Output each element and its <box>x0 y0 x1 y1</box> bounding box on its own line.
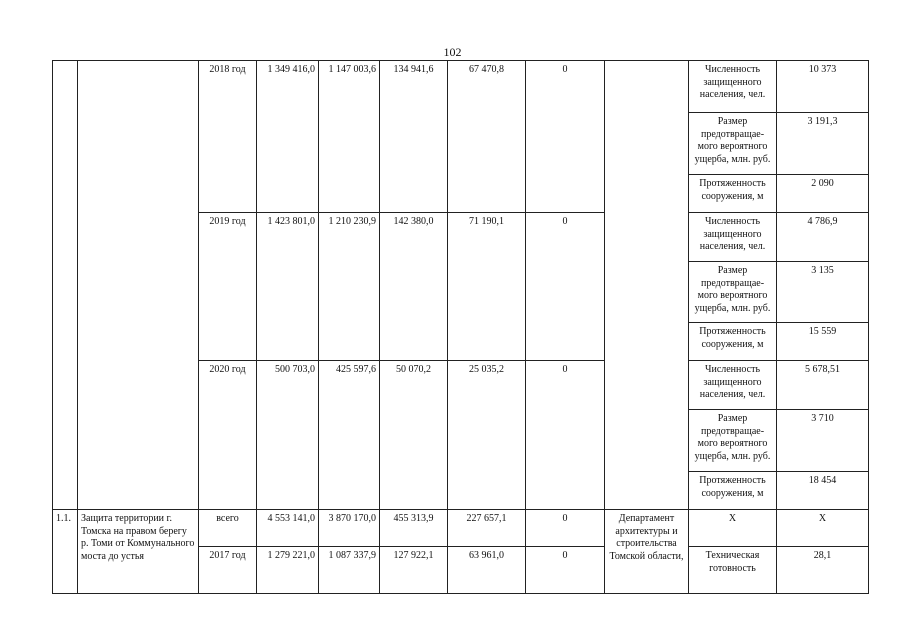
indicator-name: Размер предотвращае-мого вероятного ущерба, млн. руб. <box>689 410 777 472</box>
year-cell: 2019 год <box>199 213 257 361</box>
table-row <box>53 510 869 547</box>
extra-cell: 0 <box>526 547 605 594</box>
event-name-cell <box>78 61 199 510</box>
indicator-value: 2 090 <box>777 175 869 213</box>
executor-cell <box>605 61 689 510</box>
extra-cell: 0 <box>526 61 605 213</box>
federal-cell: 1 087 337,9 <box>319 547 380 594</box>
event-name-cell: Защита территории г. Томска на правом берегу р. Томи от Коммунального моста до устья <box>78 510 199 594</box>
local-cell: 227 657,1 <box>448 510 526 547</box>
indicator-value: 15 559 <box>777 323 869 361</box>
federal-cell: 3 870 170,0 <box>319 510 380 547</box>
indicator-value: 3 191,3 <box>777 113 869 175</box>
indicator-value: 10 373 <box>777 61 869 113</box>
regional-cell: 142 380,0 <box>380 213 448 361</box>
indicator-value: Х <box>777 510 869 547</box>
federal-cell: 1 210 230,9 <box>319 213 380 361</box>
indicator-name: Протяженность сооружения, м <box>689 472 777 510</box>
indicator-name: Размер предотвращае-мого вероятного ущерба, млн. руб. <box>689 262 777 323</box>
local-cell: 25 035,2 <box>448 361 526 510</box>
row-number-cell <box>53 61 78 510</box>
total-cell: 1 279 221,0 <box>257 547 319 594</box>
executor-cell: Департамент архитектуры и строительства Томской области, <box>605 510 689 594</box>
table-row <box>53 61 869 113</box>
row-number-cell: 1.1. <box>53 510 78 594</box>
extra-cell: 0 <box>526 510 605 547</box>
program-table <box>52 60 869 594</box>
total-cell: 4 553 141,0 <box>257 510 319 547</box>
page-number: 102 <box>443 45 462 59</box>
total-cell: 1 423 801,0 <box>257 213 319 361</box>
regional-cell: 50 070,2 <box>380 361 448 510</box>
regional-cell: 134 941,6 <box>380 61 448 213</box>
indicator-value: 3 710 <box>777 410 869 472</box>
indicator-value: 18 454 <box>777 472 869 510</box>
federal-cell: 1 147 003,6 <box>319 61 380 213</box>
local-cell: 71 190,1 <box>448 213 526 361</box>
indicator-value: 28,1 <box>777 547 869 594</box>
federal-cell: 425 597,6 <box>319 361 380 510</box>
indicator-value: 4 786,9 <box>777 213 869 262</box>
extra-cell: 0 <box>526 213 605 361</box>
indicator-name: Протяженность сооружения, м <box>689 323 777 361</box>
year-cell: 2017 год <box>199 547 257 594</box>
local-cell: 67 470,8 <box>448 61 526 213</box>
regional-cell: 127 922,1 <box>380 547 448 594</box>
year-cell: 2020 год <box>199 361 257 510</box>
indicator-name: Численность защищенного населения, чел. <box>689 61 777 113</box>
year-cell: 2018 год <box>199 61 257 213</box>
extra-cell: 0 <box>526 361 605 510</box>
total-cell: 500 703,0 <box>257 361 319 510</box>
indicator-name: Размер предотвращае-мого вероятного ущерба, млн. руб. <box>689 113 777 175</box>
indicator-name: Численность защищенного населения, чел. <box>689 213 777 262</box>
regional-cell: 455 313,9 <box>380 510 448 547</box>
local-cell: 63 961,0 <box>448 547 526 594</box>
indicator-name: Техническая готовность <box>689 547 777 594</box>
indicator-value: 5 678,51 <box>777 361 869 410</box>
indicator-name: Протяженность сооружения, м <box>689 175 777 213</box>
indicator-name: Численность защищенного населения, чел. <box>689 361 777 410</box>
year-cell: всего <box>199 510 257 547</box>
indicator-name: Х <box>689 510 777 547</box>
total-cell: 1 349 416,0 <box>257 61 319 213</box>
indicator-value: 3 135 <box>777 262 869 323</box>
